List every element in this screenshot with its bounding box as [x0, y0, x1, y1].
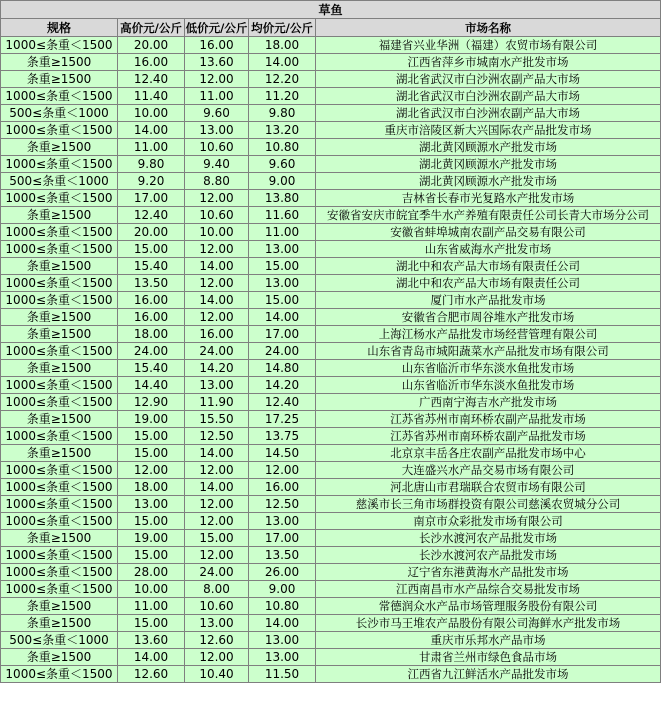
cell-high-price: 12.40 — [118, 71, 185, 88]
cell-spec: 1000≤条重＜1500 — [1, 292, 118, 309]
cell-high-price: 13.50 — [118, 275, 185, 292]
cell-high-price: 13.00 — [118, 496, 185, 513]
cell-avg-price: 17.00 — [249, 530, 316, 547]
cell-avg-price: 13.00 — [249, 275, 316, 292]
cell-avg-price: 13.00 — [249, 513, 316, 530]
cell-spec: 500≤条重＜1000 — [1, 632, 118, 649]
cell-low-price: 10.60 — [185, 598, 249, 615]
cell-avg-price: 10.80 — [249, 598, 316, 615]
cell-spec: 条重≥1500 — [1, 615, 118, 632]
cell-spec: 1000≤条重＜1500 — [1, 428, 118, 445]
table-row — [1, 343, 661, 360]
table-row — [1, 615, 661, 632]
table-row — [1, 479, 661, 496]
cell-low-price: 14.00 — [185, 479, 249, 496]
table-row — [1, 156, 661, 173]
cell-high-price: 15.00 — [118, 547, 185, 564]
cell-avg-price: 13.75 — [249, 428, 316, 445]
header-avg-price: 均价元/公斤 — [249, 19, 316, 37]
cell-avg-price: 14.00 — [249, 615, 316, 632]
cell-low-price: 10.00 — [185, 224, 249, 241]
table-row — [1, 530, 661, 547]
cell-market: 常德润众水产品市场管理服务股份有限公司 — [316, 598, 661, 615]
table-title: 草鱼 — [1, 1, 661, 19]
cell-low-price: 10.60 — [185, 139, 249, 156]
cell-spec: 条重≥1500 — [1, 71, 118, 88]
cell-spec: 条重≥1500 — [1, 411, 118, 428]
cell-market: 北京京丰岳各庄农副产品批发市场中心 — [316, 445, 661, 462]
cell-spec: 1000≤条重＜1500 — [1, 564, 118, 581]
cell-avg-price: 17.25 — [249, 411, 316, 428]
cell-avg-price: 11.50 — [249, 666, 316, 683]
cell-low-price: 15.50 — [185, 411, 249, 428]
table-row — [1, 309, 661, 326]
cell-market: 安徽省合肥市周谷堆水产批发市场 — [316, 309, 661, 326]
cell-market: 山东省临沂市华东淡水鱼批发市场 — [316, 377, 661, 394]
cell-high-price: 14.00 — [118, 122, 185, 139]
cell-market: 江西省萍乡市城南水产批发市场 — [316, 54, 661, 71]
table-row — [1, 54, 661, 71]
title-row — [1, 1, 661, 19]
cell-spec: 条重≥1500 — [1, 326, 118, 343]
cell-low-price: 8.00 — [185, 581, 249, 598]
cell-avg-price: 15.00 — [249, 258, 316, 275]
cell-market: 湖北省武汉市白沙洲农副产品大市场 — [316, 88, 661, 105]
cell-spec: 1000≤条重＜1500 — [1, 122, 118, 139]
cell-high-price: 12.60 — [118, 666, 185, 683]
cell-spec: 条重≥1500 — [1, 54, 118, 71]
table-row — [1, 462, 661, 479]
cell-high-price: 20.00 — [118, 37, 185, 54]
cell-spec: 条重≥1500 — [1, 207, 118, 224]
cell-market: 山东省临沂市华东淡水鱼批发市场 — [316, 360, 661, 377]
cell-low-price: 12.00 — [185, 71, 249, 88]
cell-avg-price: 13.80 — [249, 190, 316, 207]
cell-high-price: 14.00 — [118, 649, 185, 666]
cell-market: 湖北黄冈顾源水产批发市场 — [316, 173, 661, 190]
cell-market: 安徽省安庆市皖宜季牛水产养殖有限责任公司长青大市场分公司 — [316, 207, 661, 224]
cell-spec: 1000≤条重＜1500 — [1, 343, 118, 360]
cell-high-price: 18.00 — [118, 326, 185, 343]
cell-spec: 1000≤条重＜1500 — [1, 156, 118, 173]
cell-high-price: 12.00 — [118, 462, 185, 479]
table-row — [1, 632, 661, 649]
cell-spec: 500≤条重＜1000 — [1, 173, 118, 190]
cell-spec: 条重≥1500 — [1, 309, 118, 326]
cell-avg-price: 13.00 — [249, 649, 316, 666]
cell-market: 山东省青岛市城阳蔬菜水产品批发市场有限公司 — [316, 343, 661, 360]
cell-high-price: 11.00 — [118, 598, 185, 615]
cell-avg-price: 11.00 — [249, 224, 316, 241]
cell-market: 山东省威海水产批发市场 — [316, 241, 661, 258]
cell-avg-price: 13.50 — [249, 547, 316, 564]
cell-high-price: 11.00 — [118, 139, 185, 156]
cell-avg-price: 9.00 — [249, 173, 316, 190]
table-body — [1, 37, 661, 683]
table-row — [1, 224, 661, 241]
table-row — [1, 88, 661, 105]
table-row — [1, 71, 661, 88]
cell-avg-price: 16.00 — [249, 479, 316, 496]
header-high-price: 高价元/公斤 — [118, 19, 185, 37]
cell-high-price: 14.40 — [118, 377, 185, 394]
cell-low-price: 10.40 — [185, 666, 249, 683]
cell-low-price: 9.40 — [185, 156, 249, 173]
table-row — [1, 139, 661, 156]
cell-low-price: 14.20 — [185, 360, 249, 377]
cell-high-price: 16.00 — [118, 292, 185, 309]
cell-spec: 1000≤条重＜1500 — [1, 479, 118, 496]
cell-avg-price: 14.50 — [249, 445, 316, 462]
cell-low-price: 15.00 — [185, 530, 249, 547]
cell-market: 广西南宁海吉水产批发市场 — [316, 394, 661, 411]
cell-spec: 条重≥1500 — [1, 139, 118, 156]
table-row — [1, 105, 661, 122]
header-spec: 规格 — [1, 19, 118, 37]
cell-high-price: 12.90 — [118, 394, 185, 411]
cell-low-price: 14.00 — [185, 292, 249, 309]
cell-spec: 条重≥1500 — [1, 445, 118, 462]
cell-market: 辽宁省东港黄海水产品批发市场 — [316, 564, 661, 581]
cell-avg-price: 17.00 — [249, 326, 316, 343]
cell-avg-price: 14.20 — [249, 377, 316, 394]
table-row — [1, 411, 661, 428]
cell-market: 河北唐山市君瑞联合农贸市场有限公司 — [316, 479, 661, 496]
table-row — [1, 581, 661, 598]
cell-avg-price: 12.20 — [249, 71, 316, 88]
cell-spec: 1000≤条重＜1500 — [1, 513, 118, 530]
cell-spec: 1000≤条重＜1500 — [1, 241, 118, 258]
cell-avg-price: 15.00 — [249, 292, 316, 309]
table-row — [1, 513, 661, 530]
table-row — [1, 428, 661, 445]
cell-low-price: 10.60 — [185, 207, 249, 224]
cell-spec: 1000≤条重＜1500 — [1, 496, 118, 513]
cell-market: 湖北中和农产品大市场有限责任公司 — [316, 258, 661, 275]
cell-market: 江西省九江鲜活水产品批发市场 — [316, 666, 661, 683]
cell-low-price: 24.00 — [185, 343, 249, 360]
table-row — [1, 666, 661, 683]
cell-avg-price: 9.00 — [249, 581, 316, 598]
cell-spec: 1000≤条重＜1500 — [1, 377, 118, 394]
table-row — [1, 649, 661, 666]
cell-low-price: 12.00 — [185, 547, 249, 564]
cell-low-price: 13.00 — [185, 122, 249, 139]
cell-market: 长沙水渡河农产品批发市场 — [316, 530, 661, 547]
cell-spec: 1000≤条重＜1500 — [1, 88, 118, 105]
table-row — [1, 326, 661, 343]
cell-avg-price: 9.80 — [249, 105, 316, 122]
cell-avg-price: 9.60 — [249, 156, 316, 173]
cell-avg-price: 18.00 — [249, 37, 316, 54]
cell-high-price: 13.60 — [118, 632, 185, 649]
cell-high-price: 24.00 — [118, 343, 185, 360]
cell-avg-price: 13.20 — [249, 122, 316, 139]
cell-avg-price: 26.00 — [249, 564, 316, 581]
cell-spec: 条重≥1500 — [1, 360, 118, 377]
cell-low-price: 12.00 — [185, 190, 249, 207]
cell-market: 重庆市乐邦水产品市场 — [316, 632, 661, 649]
cell-spec: 条重≥1500 — [1, 258, 118, 275]
table-row — [1, 496, 661, 513]
cell-high-price: 9.20 — [118, 173, 185, 190]
cell-spec: 1000≤条重＜1500 — [1, 547, 118, 564]
cell-spec: 条重≥1500 — [1, 530, 118, 547]
cell-low-price: 13.00 — [185, 377, 249, 394]
cell-high-price: 15.00 — [118, 241, 185, 258]
cell-spec: 1000≤条重＜1500 — [1, 666, 118, 683]
cell-market: 湖北省武汉市白沙洲农副产品大市场 — [316, 105, 661, 122]
cell-avg-price: 13.00 — [249, 632, 316, 649]
cell-high-price: 11.40 — [118, 88, 185, 105]
cell-low-price: 12.00 — [185, 309, 249, 326]
cell-high-price: 15.00 — [118, 615, 185, 632]
cell-market: 福建省兴业华洲（福建）农贸市场有限公司 — [316, 37, 661, 54]
cell-low-price: 9.60 — [185, 105, 249, 122]
cell-avg-price: 14.00 — [249, 309, 316, 326]
cell-avg-price: 12.00 — [249, 462, 316, 479]
cell-spec: 1000≤条重＜1500 — [1, 275, 118, 292]
cell-market: 长沙水渡河农产品批发市场 — [316, 547, 661, 564]
table-row — [1, 377, 661, 394]
cell-low-price: 8.80 — [185, 173, 249, 190]
cell-high-price: 15.00 — [118, 445, 185, 462]
cell-spec: 1000≤条重＜1500 — [1, 224, 118, 241]
cell-high-price: 15.00 — [118, 428, 185, 445]
cell-avg-price: 11.20 — [249, 88, 316, 105]
cell-market: 湖北黄冈顾源水产批发市场 — [316, 139, 661, 156]
cell-low-price: 11.00 — [185, 88, 249, 105]
cell-low-price: 12.00 — [185, 462, 249, 479]
cell-market: 湖北中和农产品大市场有限责任公司 — [316, 275, 661, 292]
cell-spec: 1000≤条重＜1500 — [1, 394, 118, 411]
cell-avg-price: 14.80 — [249, 360, 316, 377]
cell-high-price: 10.00 — [118, 581, 185, 598]
table-row — [1, 598, 661, 615]
cell-avg-price: 12.50 — [249, 496, 316, 513]
cell-high-price: 16.00 — [118, 54, 185, 71]
cell-market: 甘肃省兰州市绿色食品市场 — [316, 649, 661, 666]
table-row — [1, 122, 661, 139]
cell-market: 江西南昌市水产品综合交易批发市场 — [316, 581, 661, 598]
cell-high-price: 15.40 — [118, 360, 185, 377]
table-row — [1, 445, 661, 462]
cell-market: 江苏省苏州市南环桥农副产品批发市场 — [316, 411, 661, 428]
cell-low-price: 11.90 — [185, 394, 249, 411]
header-row — [1, 19, 661, 37]
cell-low-price: 12.00 — [185, 513, 249, 530]
cell-market: 厦门市水产品批发市场 — [316, 292, 661, 309]
cell-market: 大连盛兴水产品交易市场有限公司 — [316, 462, 661, 479]
cell-low-price: 12.00 — [185, 241, 249, 258]
cell-low-price: 14.00 — [185, 258, 249, 275]
cell-high-price: 19.00 — [118, 411, 185, 428]
table-row — [1, 241, 661, 258]
header-market: 市场名称 — [316, 19, 661, 37]
cell-high-price: 17.00 — [118, 190, 185, 207]
cell-avg-price: 14.00 — [249, 54, 316, 71]
table-row — [1, 190, 661, 207]
cell-avg-price: 11.60 — [249, 207, 316, 224]
table-row — [1, 37, 661, 54]
cell-low-price: 16.00 — [185, 326, 249, 343]
cell-market: 长沙市马王堆农产品股份有限公司海鲜水产批发市场 — [316, 615, 661, 632]
cell-market: 慈溪市长三角市场群投资有限公司慈溪农贸城分公司 — [316, 496, 661, 513]
cell-low-price: 16.00 — [185, 37, 249, 54]
cell-market: 湖北黄冈顾源水产批发市场 — [316, 156, 661, 173]
header-low-price: 低价元/公斤 — [185, 20, 248, 35]
table-row — [1, 547, 661, 564]
cell-spec: 条重≥1500 — [1, 598, 118, 615]
table-row — [1, 360, 661, 377]
cell-avg-price: 24.00 — [249, 343, 316, 360]
cell-high-price: 15.00 — [118, 513, 185, 530]
table-row — [1, 173, 661, 190]
cell-market: 南京市众彩批发市场有限公司 — [316, 513, 661, 530]
cell-low-price: 24.00 — [185, 564, 249, 581]
cell-high-price: 28.00 — [118, 564, 185, 581]
cell-market: 安徽省蚌埠城南农副产品交易有限公司 — [316, 224, 661, 241]
cell-high-price: 12.40 — [118, 207, 185, 224]
table-row — [1, 394, 661, 411]
table-row — [1, 292, 661, 309]
cell-low-price: 12.50 — [185, 428, 249, 445]
table-row — [1, 275, 661, 292]
table-row — [1, 207, 661, 224]
cell-high-price: 15.40 — [118, 258, 185, 275]
cell-low-price: 12.00 — [185, 496, 249, 513]
cell-low-price: 12.60 — [185, 632, 249, 649]
cell-market: 吉林省长春市光复路水产批发市场 — [316, 190, 661, 207]
cell-spec: 1000≤条重＜1500 — [1, 581, 118, 598]
cell-high-price: 16.00 — [118, 309, 185, 326]
cell-high-price: 9.80 — [118, 156, 185, 173]
cell-spec: 1000≤条重＜1500 — [1, 462, 118, 479]
cell-avg-price: 10.80 — [249, 139, 316, 156]
cell-high-price: 10.00 — [118, 105, 185, 122]
table-row — [1, 258, 661, 275]
cell-spec: 500≤条重＜1000 — [1, 105, 118, 122]
cell-low-price: 12.00 — [185, 649, 249, 666]
cell-low-price: 13.00 — [185, 615, 249, 632]
cell-high-price: 19.00 — [118, 530, 185, 547]
cell-spec: 条重≥1500 — [1, 649, 118, 666]
cell-high-price: 20.00 — [118, 224, 185, 241]
cell-spec: 1000≤条重＜1500 — [1, 190, 118, 207]
cell-low-price: 14.00 — [185, 445, 249, 462]
cell-high-price: 18.00 — [118, 479, 185, 496]
cell-market: 重庆市涪陵区新大兴国际农产品批发市场 — [316, 122, 661, 139]
cell-market: 湖北省武汉市白沙洲农副产品大市场 — [316, 71, 661, 88]
table-row — [1, 564, 661, 581]
cell-spec: 1000≤条重＜1500 — [1, 37, 118, 54]
cell-avg-price: 12.40 — [249, 394, 316, 411]
cell-market: 上海江杨水产品批发市场经营管理有限公司 — [316, 326, 661, 343]
cell-avg-price: 13.00 — [249, 241, 316, 258]
cell-low-price: 12.00 — [185, 275, 249, 292]
cell-low-price: 13.60 — [185, 54, 249, 71]
cell-market: 江苏省苏州市南环桥农副产品批发市场 — [316, 428, 661, 445]
